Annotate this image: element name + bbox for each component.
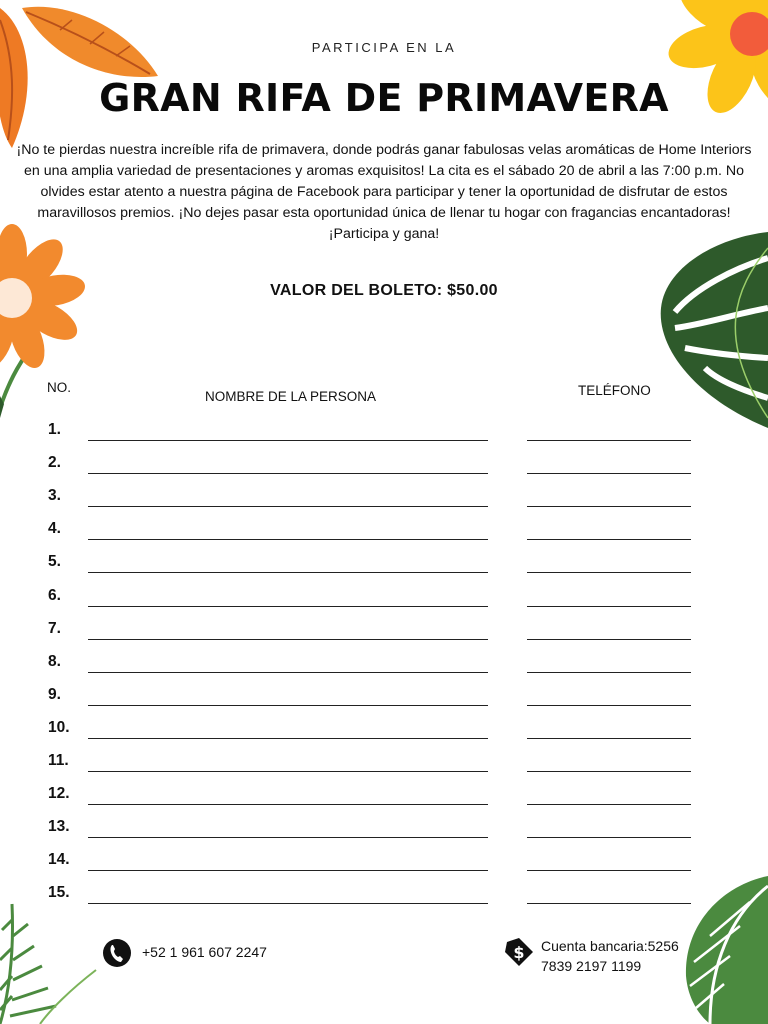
name-blank-line[interactable] — [88, 903, 488, 904]
table-row — [0, 818, 768, 851]
phone-blank-line[interactable] — [527, 440, 691, 441]
row-number: 6. — [48, 586, 61, 604]
phone-number: +52 1 961 607 2247 — [142, 944, 267, 960]
bank-account-line-2: 7839 2197 1199 — [541, 958, 642, 974]
page-title: GRAN RIFA DE PRIMAVERA — [99, 76, 669, 120]
intro-paragraph: ¡No te pierdas nuestra increíble rifa de primavera, donde podrás ganar fabulosas velas aromáticas de Home Interiors en una amplia variedad de presentaciones y aromas exquisitos! La cita es el sábado 20 de abril a las 7:00 p.m. No olvides estar atento a nuestra página de Facebook para participar y tener la oportunidad de disfrutar de estos maravillosos premios. ¡No dejes pasar esta oportunidad única de llenar tu hogar con fragancias encantadoras!¡Participa y gana! — [16, 142, 752, 242]
row-number: 9. — [48, 685, 61, 703]
phone-blank-line[interactable] — [527, 738, 691, 739]
phone-icon — [102, 938, 132, 968]
table-row — [0, 752, 768, 785]
row-number: 3. — [48, 487, 61, 505]
column-header-name: NOMBRE DE LA PERSONA — [205, 389, 377, 404]
phone-blank-line[interactable] — [527, 672, 691, 673]
row-number: 11. — [48, 752, 69, 769]
phone-blank-line[interactable] — [527, 473, 691, 474]
name-blank-line[interactable] — [88, 473, 488, 474]
orange-flower-decoration — [0, 218, 100, 428]
row-number: 1. — [48, 421, 61, 438]
row-number: 12. — [48, 785, 70, 803]
bank-account — [503, 936, 679, 976]
name-blank-line[interactable] — [88, 672, 488, 673]
row-number: 15. — [48, 884, 70, 902]
svg-text:$: $ — [513, 943, 525, 962]
orange-leaves-decoration — [0, 0, 170, 150]
name-blank-line[interactable] — [88, 837, 488, 838]
name-blank-line[interactable] — [88, 539, 488, 540]
table-row — [0, 785, 768, 818]
row-number: 8. — [48, 652, 61, 670]
table-row — [0, 454, 768, 487]
row-number: 14. — [48, 851, 70, 869]
name-blank-line[interactable] — [88, 738, 488, 739]
column-header-phone: TELÉFONO — [578, 383, 651, 398]
row-number: 5. — [48, 553, 61, 571]
table-row — [0, 884, 768, 917]
phone-blank-line[interactable] — [527, 837, 691, 838]
table-row — [0, 487, 768, 520]
ticket-price: VALOR DEL BOLETO: $50.00 — [270, 282, 498, 299]
eyebrow-text: PARTICIPA EN LA — [311, 40, 457, 55]
phone-blank-line[interactable] — [527, 771, 691, 772]
table-row — [0, 553, 768, 586]
name-blank-line[interactable] — [88, 705, 488, 706]
phone-blank-line[interactable] — [527, 572, 691, 573]
phone-blank-line[interactable] — [527, 705, 691, 706]
row-number: 7. — [48, 619, 61, 637]
row-number: 13. — [48, 818, 70, 836]
phone-blank-line[interactable] — [527, 606, 691, 607]
name-blank-line[interactable] — [88, 440, 488, 441]
name-blank-line[interactable] — [88, 572, 488, 573]
name-blank-line[interactable] — [88, 639, 488, 640]
row-number: 2. — [48, 454, 61, 472]
bank-account-line-1: Cuenta bancaria:5256 — [541, 938, 679, 954]
row-number: 4. — [48, 520, 61, 538]
money-tag-icon — [503, 936, 535, 968]
phone-blank-line[interactable] — [527, 804, 691, 805]
table-row — [0, 620, 768, 653]
phone-blank-line[interactable] — [527, 539, 691, 540]
name-blank-line[interactable] — [88, 506, 488, 507]
table-row — [0, 520, 768, 553]
table-row — [0, 421, 768, 454]
contact-phone — [102, 938, 267, 968]
table-row — [0, 851, 768, 884]
name-blank-line[interactable] — [88, 606, 488, 607]
name-blank-line[interactable] — [88, 804, 488, 805]
table-row — [0, 653, 768, 686]
name-blank-line[interactable] — [88, 870, 488, 871]
phone-blank-line[interactable] — [527, 903, 691, 904]
fern-leaf-decoration — [0, 900, 100, 1024]
phone-blank-line[interactable] — [527, 506, 691, 507]
name-blank-line[interactable] — [88, 771, 488, 772]
monstera-leaf-decoration — [655, 228, 768, 433]
row-number: 10. — [48, 718, 70, 736]
column-header-number: NO. — [47, 380, 72, 395]
phone-blank-line[interactable] — [527, 639, 691, 640]
table-row — [0, 587, 768, 620]
table-row — [0, 686, 768, 719]
phone-blank-line[interactable] — [527, 870, 691, 871]
table-row — [0, 719, 768, 752]
